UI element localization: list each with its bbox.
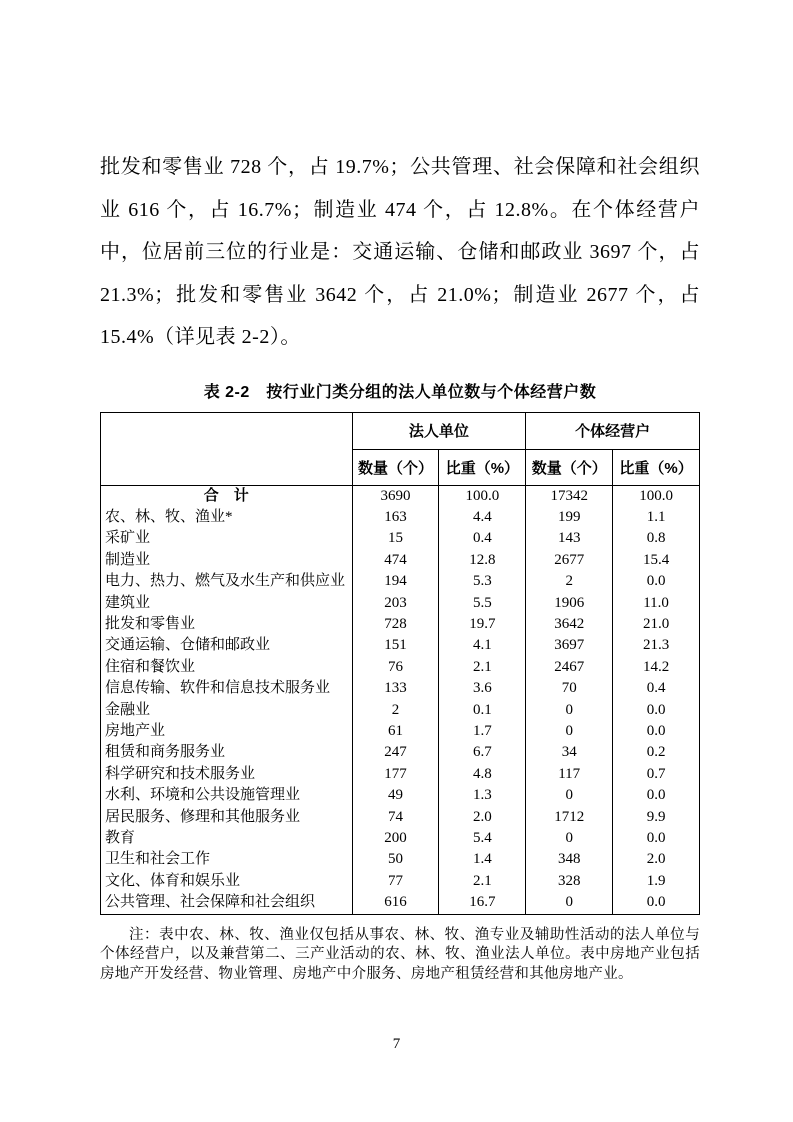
table-row [101,657,700,678]
row-value: 0.0 [613,892,700,914]
table-row [101,507,700,528]
row-value: 0 [526,828,613,849]
header-legal-share: 比重（%） [439,449,526,485]
row-value: 1.3 [439,785,526,806]
row-value: 200 [352,828,439,849]
row-value: 16.7 [439,892,526,914]
row-value: 3642 [526,614,613,635]
group-header-row [101,412,700,449]
row-value: 50 [352,849,439,870]
row-value: 0.0 [613,721,700,742]
row-label: 住宿和餐饮业 [105,658,196,675]
row-value: 728 [352,614,439,635]
row-value: 143 [526,528,613,549]
table-row [101,593,700,614]
row-label: 制造业 [105,551,151,568]
header-individual-share: 比重（%） [613,449,700,485]
row-label: 合 计 [203,487,249,504]
table-row [101,849,700,870]
page-number: 7 [392,1036,401,1052]
table-row [101,764,700,785]
row-value: 2.1 [439,657,526,678]
table-row [101,721,700,742]
table-title: 表 2-2 按行业门类分组的法人单位数与个体经营户数 [203,383,597,401]
table-row [101,571,700,592]
row-value: 61 [352,721,439,742]
row-value: 0.4 [439,528,526,549]
row-value: 0.1 [439,700,526,721]
table-row [101,785,700,806]
row-value: 1.9 [613,871,700,892]
row-value: 6.7 [439,742,526,763]
row-value: 0.7 [613,764,700,785]
row-value: 1.4 [439,849,526,870]
row-value: 1712 [526,807,613,828]
row-value: 11.0 [613,593,700,614]
header-empty-cell [101,412,353,485]
row-value: 151 [352,635,439,656]
row-label: 租赁和商务服务业 [105,744,226,761]
row-value: 1.1 [613,507,700,528]
row-value: 199 [526,507,613,528]
row-label: 房地产业 [105,722,166,739]
row-label: 卫生和社会工作 [105,851,211,868]
row-label: 电力、热力、燃气及水生产和供应业 [105,573,346,590]
header-group-individual-households: 个体经营户 [526,412,700,449]
table-note: 注：表中农、林、牧、渔业仅包括从事农、林、牧、渔专业及辅助性活动的法人单位与个体经营户，以及兼营第二、三产业活动的农、林、牧、渔业法人单位。表中房地产业包括房地产开发经营、物业管理、房地产中介服务、房地产租赁经营和其他房地产业。 [100,926,700,982]
row-value: 70 [526,678,613,699]
row-value: 133 [352,678,439,699]
row-value: 117 [526,764,613,785]
body-paragraph: 批发和零售业 728 个，占 19.7%；公共管理、社会保障和社会组织业 616 个，占 16.7%；制造业 474 个，占 12.8%。在个体经营户中，位居前三位的行业是：交通运输、仓储和邮政业 3697 个，占 21.3%；批发和零售业 3642 个，占 21.0%；制造业 2677 个，占 15.4%（详见表 2-2）。 [100,156,700,348]
row-value: 177 [352,764,439,785]
row-value: 2.0 [613,849,700,870]
row-value: 12.8 [439,550,526,571]
row-value: 5.5 [439,593,526,614]
table-row [101,807,700,828]
row-value: 348 [526,849,613,870]
header-group-legal-units: 法人单位 [352,412,526,449]
table-row [101,678,700,699]
row-value: 0 [526,785,613,806]
row-value: 194 [352,571,439,592]
row-label: 公共管理、社会保障和社会组织 [105,894,316,911]
row-value: 247 [352,742,439,763]
row-value: 17342 [526,485,613,507]
row-value: 19.7 [439,614,526,635]
row-value: 2467 [526,657,613,678]
row-value: 0 [526,892,613,914]
row-value: 5.3 [439,571,526,592]
row-value: 15 [352,528,439,549]
row-value: 15.4 [613,550,700,571]
row-label: 批发和零售业 [105,615,196,632]
row-value: 2 [352,700,439,721]
row-label: 教育 [105,830,136,846]
row-label: 水利、环境和公共设施管理业 [105,787,301,804]
statistics-table [100,412,700,915]
row-value: 74 [352,807,439,828]
row-value: 328 [526,871,613,892]
table-body [101,485,700,914]
table-header [101,412,700,485]
row-value: 0.0 [613,700,700,721]
row-value: 0.0 [613,828,700,849]
table-row [101,635,700,656]
row-value: 3690 [352,485,439,507]
row-value: 77 [352,871,439,892]
table-row [101,485,700,507]
row-value: 21.3 [613,635,700,656]
header-individual-quantity: 数量（个） [526,449,613,485]
row-value: 5.4 [439,828,526,849]
row-value: 0.0 [613,571,700,592]
row-label: 信息传输、软件和信息技术服务业 [105,680,331,697]
row-label: 文化、体育和娱乐业 [105,872,241,889]
row-value: 0 [526,700,613,721]
row-label: 建筑业 [105,594,151,611]
table-row [101,614,700,635]
row-value: 3.6 [439,678,526,699]
row-value: 616 [352,892,439,914]
row-label: 科学研究和技术服务业 [105,765,256,782]
row-label: 金融业 [105,701,151,718]
row-value: 4.8 [439,764,526,785]
row-value: 0.4 [613,678,700,699]
row-value: 0 [526,721,613,742]
table-row [101,550,700,571]
row-value: 2.0 [439,807,526,828]
table-row [101,871,700,892]
row-value: 21.0 [613,614,700,635]
row-value: 474 [352,550,439,571]
row-value: 100.0 [613,485,700,507]
table-row [101,528,700,549]
table-row [101,700,700,721]
row-value: 9.9 [613,807,700,828]
row-value: 2 [526,571,613,592]
row-value: 203 [352,593,439,614]
row-label: 居民服务、修理和其他服务业 [105,808,301,825]
row-value: 163 [352,507,439,528]
row-value: 100.0 [439,485,526,507]
table-row [101,892,700,914]
row-value: 0.0 [613,785,700,806]
row-label: 农、林、牧、渔业* [105,508,233,525]
row-value: 1.7 [439,721,526,742]
row-value: 49 [352,785,439,806]
row-value: 4.4 [439,507,526,528]
row-label: 交通运输、仓储和邮政业 [105,637,271,654]
row-label: 采矿业 [105,530,151,547]
row-value: 2.1 [439,871,526,892]
row-value: 0.2 [613,742,700,763]
row-value: 1906 [526,593,613,614]
row-value: 3697 [526,635,613,656]
row-value: 0.8 [613,528,700,549]
row-value: 34 [526,742,613,763]
table-row [101,828,700,849]
row-value: 2677 [526,550,613,571]
table-row [101,742,700,763]
row-value: 4.1 [439,635,526,656]
row-value: 76 [352,657,439,678]
header-legal-quantity: 数量（个） [352,449,439,485]
row-value: 14.2 [613,657,700,678]
